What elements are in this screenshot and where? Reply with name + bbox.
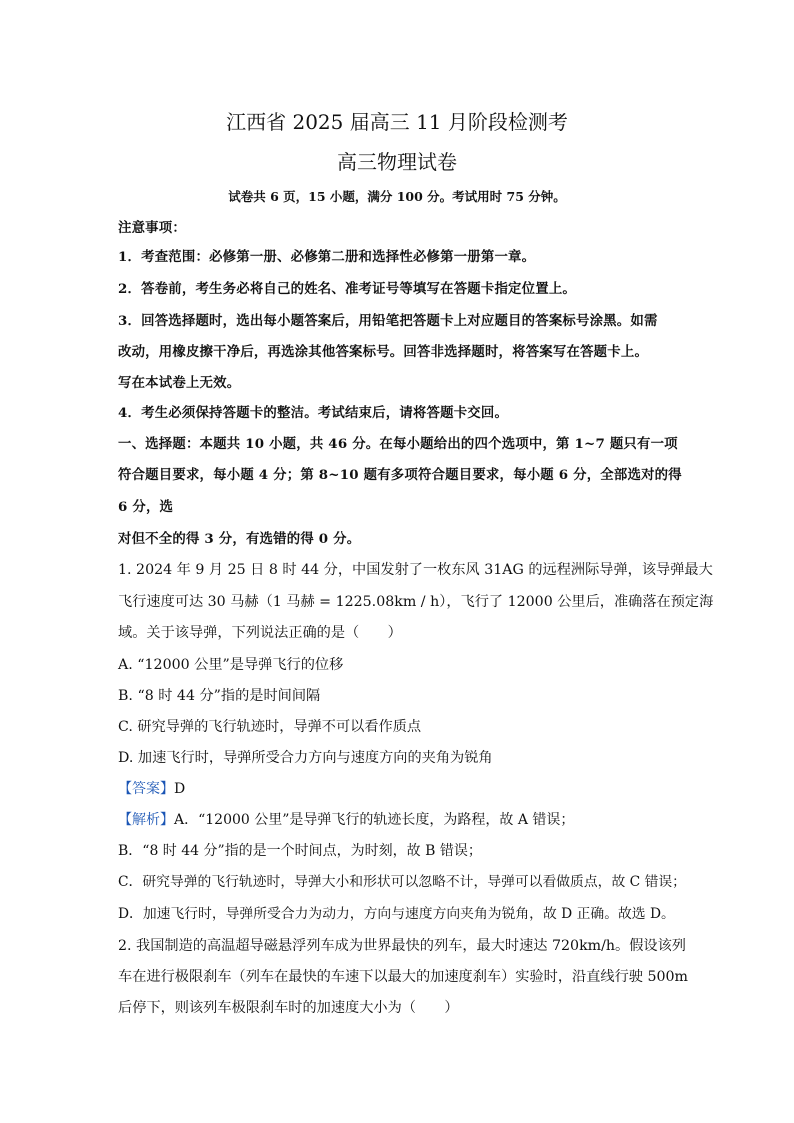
question-1-answer xyxy=(118,779,185,799)
note-line: 1．考查范围：必修第一册、必修第二册和选择性必修第一册第一章。 xyxy=(118,249,536,265)
question-2-line: 后停下，则该列车极限刹车时的加速度大小为（ ） xyxy=(118,1000,459,1016)
question-1-line: 飞行速度可达 30 马赫（1 马赫 = 1225.08km / h），飞行了 12000 公里后，准确落在预定海 xyxy=(118,594,714,610)
question-1-line: 域。关于该导弹，下列说法正确的是（ ） xyxy=(118,625,402,641)
section-line: 一、选择题：本题共 10 小题，共 46 分。在每小题给出的四个选项中，第 1~7 题只有一项 xyxy=(118,436,678,452)
section-line: 符合题目要求，每小题 4 分；第 8~10 题有多项符合题目要求，每小题 6 分，全部选对的得 xyxy=(118,467,682,483)
analysis-tag: 【解析】 xyxy=(118,812,174,828)
exam-title: 江西省 2025 届高三 11 月阶段检测考 xyxy=(226,110,568,134)
question-1-analysis xyxy=(118,810,574,830)
section-line: 对但不全的得 3 分，有选错的得 0 分。 xyxy=(118,531,361,547)
exam-subtitle: 高三物理试卷 xyxy=(337,150,457,174)
note-line: 2．答卷前，考生务必将自己的姓名、准考证号等填写在答题卡指定位置上。 xyxy=(118,281,577,297)
analysis-line: D．加速飞行时，导弹所受合力为动力，方向与速度方向夹角为锐角，故 D 正确。故选 D。 xyxy=(118,906,675,922)
question-1-option-d: D. 加速飞行时，导弹所受合力方向与速度方向的夹角为锐角 xyxy=(118,750,493,766)
answer-value: D xyxy=(174,781,186,797)
question-1-line: 1. 2024 年 9 月 25 日 8 时 44 分，中国发射了一枚东风 31AG 的远程洲际导弹，该导弹最大 xyxy=(118,562,713,578)
analysis-line: C．研究导弹的飞行轨迹时，导弹大小和形状可以忽略不计，导弹可以看做质点，故 C 错误； xyxy=(118,874,686,890)
analysis-line: A．“12000 公里”是导弹飞行的轨迹长度，为路程，故 A 错误； xyxy=(174,812,575,828)
question-1-option-b: B. “8 时 44 分”指的是时间间隔 xyxy=(118,688,321,704)
question-1-option-c: C. 研究导弹的飞行轨迹时，导弹不可以看作质点 xyxy=(118,719,422,735)
note-line: 3．回答选择题时，选出每小题答案后，用铅笔把答题卡上对应题目的答案标号涂黑。如需 xyxy=(118,313,658,329)
exam-info: 试卷共 6 页，15 小题，满分 100 分。考试用时 75 分钟。 xyxy=(228,189,566,204)
note-line: 4．考生必须保持答题卡的整洁。考试结束后，请将答题卡交回。 xyxy=(118,405,509,421)
answer-tag: 【答案】 xyxy=(118,781,174,797)
note-line: 写在本试卷上无效。 xyxy=(118,375,241,391)
question-2-line: 2. 我国制造的高温超导磁悬浮列车成为世界最快的列车，最大时速达 720km/h。假设该列 xyxy=(118,938,686,954)
question-2-line: 车在进行极限刹车（列车在最快的车速下以最大的加速度刹车）实验时，沿直线行驶 500m xyxy=(118,969,688,985)
question-1-option-a: A. “12000 公里”是导弹飞行的位移 xyxy=(118,657,344,673)
section-line: 6 分，选 xyxy=(118,499,174,515)
analysis-line: B．“8 时 44 分”指的是一个时间点，为时刻，故 B 错误； xyxy=(118,843,482,859)
notes-heading: 注意事项： xyxy=(118,220,186,236)
note-line: 改动，用橡皮擦干净后，再选涂其他答案标号。回答非选择题时，将答案写在答题卡上。 xyxy=(118,344,649,360)
